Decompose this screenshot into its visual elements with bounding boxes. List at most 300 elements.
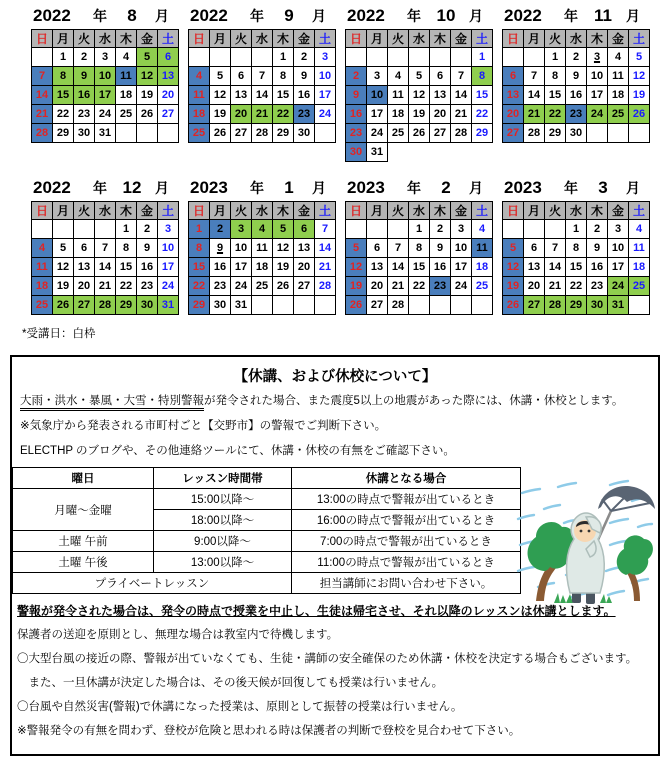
day-cell: 19 — [346, 277, 367, 296]
day-cell: 2 — [346, 67, 367, 86]
day-cell: 24 — [315, 105, 336, 124]
day-cell: 18 — [189, 105, 210, 124]
calendar-table — [502, 201, 650, 315]
calendar-title — [188, 6, 337, 29]
day-cell: 2 — [587, 220, 608, 239]
empty-cell — [608, 124, 629, 143]
calendar-title-part: 年 — [407, 180, 421, 196]
day-cell: 14 — [315, 239, 336, 258]
day-cell: 19 — [273, 258, 294, 277]
day-header: 金 — [137, 30, 158, 48]
day-cell: 24 — [158, 277, 179, 296]
day-cell: 5 — [53, 239, 74, 258]
day-cell: 1 — [472, 48, 493, 67]
day-cell: 6 — [74, 239, 95, 258]
day-cell: 30 — [346, 143, 367, 162]
lesson-table-header: レッスン時間帯 — [154, 468, 292, 489]
day-cell: 13 — [74, 258, 95, 277]
day-cell: 5 — [503, 239, 524, 258]
day-cell: 28 — [524, 124, 545, 143]
day-cell: 14 — [252, 86, 273, 105]
day-cell: 3 — [608, 220, 629, 239]
day-cell: 11 — [388, 86, 409, 105]
day-cell: 3 — [587, 48, 608, 67]
calendar-title-part: 2022 — [504, 6, 542, 25]
attendance-note: *受講日：白枠 — [22, 328, 96, 340]
lesson-table-cell: 月曜～金曜 — [13, 489, 154, 531]
day-cell: 7 — [32, 67, 53, 86]
day-cell: 19 — [137, 86, 158, 105]
day-cell: 26 — [137, 105, 158, 124]
calendar-title — [188, 178, 337, 201]
day-cell: 12 — [273, 239, 294, 258]
calendar-2023-1 — [188, 178, 337, 350]
calendar-title-part: 月 — [312, 8, 326, 24]
empty-cell — [32, 48, 53, 67]
day-cell: 7 — [451, 67, 472, 86]
empty-cell — [545, 220, 566, 239]
day-cell: 3 — [367, 67, 388, 86]
day-cell: 25 — [388, 124, 409, 143]
day-cell: 29 — [545, 124, 566, 143]
day-cell: 23 — [137, 277, 158, 296]
day-cell: 28 — [95, 296, 116, 315]
empty-cell — [524, 220, 545, 239]
empty-cell — [430, 48, 451, 67]
day-cell: 2 — [210, 220, 231, 239]
day-cell: 22 — [566, 277, 587, 296]
lesson-table-header: 曜日 — [13, 468, 154, 489]
day-cell: 10 — [608, 239, 629, 258]
day-cell: 12 — [409, 86, 430, 105]
lesson-table-cell: 土曜 午後 — [13, 552, 154, 573]
day-header: 日 — [503, 30, 524, 48]
day-cell: 21 — [388, 277, 409, 296]
day-cell: 16 — [566, 86, 587, 105]
day-cell: 7 — [524, 67, 545, 86]
day-cell: 16 — [587, 258, 608, 277]
calendar-title-part: 月 — [155, 180, 169, 196]
day-cell: 23 — [430, 277, 451, 296]
day-cell: 1 — [545, 48, 566, 67]
day-cell: 15 — [189, 258, 210, 277]
day-cell: 8 — [409, 239, 430, 258]
day-cell: 30 — [137, 296, 158, 315]
calendar-table — [188, 201, 336, 315]
day-cell: 10 — [451, 239, 472, 258]
lesson-table-cell: 18:00以降～ — [154, 510, 292, 531]
day-cell: 6 — [367, 239, 388, 258]
day-cell: 12 — [346, 258, 367, 277]
day-cell: 16 — [137, 258, 158, 277]
day-cell: 28 — [451, 124, 472, 143]
calendar-title-part: 年 — [564, 180, 578, 196]
day-header: 日 — [32, 30, 53, 48]
day-header: 土 — [629, 30, 650, 48]
day-cell: 27 — [430, 124, 451, 143]
calendar-title-part: 年 — [564, 8, 578, 24]
calendar-title — [502, 178, 651, 201]
day-cell: 20 — [74, 277, 95, 296]
empty-cell — [629, 124, 650, 143]
day-header: 木 — [430, 202, 451, 220]
day-cell: 11 — [189, 86, 210, 105]
day-cell: 29 — [566, 296, 587, 315]
day-cell: 13 — [430, 86, 451, 105]
calendar-title-part: 年 — [93, 8, 107, 24]
day-cell: 16 — [346, 105, 367, 124]
lesson-table-cell: 15:00以降～ — [154, 489, 292, 510]
day-cell: 27 — [231, 124, 252, 143]
day-header: 月 — [210, 30, 231, 48]
calendar-2022-9 — [188, 6, 337, 178]
day-cell: 21 — [32, 105, 53, 124]
day-header: 金 — [608, 202, 629, 220]
day-cell: 19 — [210, 105, 231, 124]
day-cell: 11 — [32, 258, 53, 277]
day-cell: 1 — [189, 220, 210, 239]
day-cell: 7 — [545, 239, 566, 258]
absent-cell — [430, 143, 451, 162]
day-header: 火 — [231, 30, 252, 48]
day-cell: 5 — [137, 48, 158, 67]
day-cell: 16 — [430, 258, 451, 277]
day-cell: 22 — [189, 277, 210, 296]
day-cell: 15 — [273, 86, 294, 105]
day-header: 水 — [252, 202, 273, 220]
day-cell: 27 — [74, 296, 95, 315]
day-cell: 27 — [524, 296, 545, 315]
calendar-title — [31, 178, 180, 201]
day-cell: 31 — [367, 143, 388, 162]
day-cell: 9 — [74, 67, 95, 86]
notice-rule-line: 〇台風や自然災害(警報)で休講になった授業は、原則として振替の授業は行いません。 — [17, 701, 463, 713]
day-cell: 22 — [53, 105, 74, 124]
day-header: 日 — [503, 202, 524, 220]
calendar-title-part: 8 — [127, 6, 137, 25]
lesson-table-cell: 土曜 午前 — [13, 531, 154, 552]
day-cell: 28 — [388, 296, 409, 315]
day-cell: 6 — [524, 239, 545, 258]
day-cell: 20 — [524, 277, 545, 296]
calendar-title-part: 2023 — [347, 178, 385, 197]
day-header: 木 — [273, 30, 294, 48]
day-cell: 18 — [116, 86, 137, 105]
empty-cell — [116, 124, 137, 143]
day-cell: 23 — [587, 277, 608, 296]
day-cell: 12 — [53, 258, 74, 277]
day-header: 木 — [116, 202, 137, 220]
day-cell: 8 — [53, 67, 74, 86]
day-cell: 1 — [116, 220, 137, 239]
empty-cell — [524, 48, 545, 67]
day-cell: 5 — [629, 48, 650, 67]
empty-cell — [346, 220, 367, 239]
day-cell: 29 — [273, 124, 294, 143]
day-cell: 20 — [430, 105, 451, 124]
day-cell: 17 — [451, 258, 472, 277]
day-cell: 27 — [367, 296, 388, 315]
day-cell: 13 — [367, 258, 388, 277]
empty-cell — [388, 48, 409, 67]
day-cell: 26 — [53, 296, 74, 315]
day-cell: 4 — [116, 48, 137, 67]
day-cell: 21 — [95, 277, 116, 296]
lesson-table-cell: 16:00の時点で警報が出ているとき — [292, 510, 521, 531]
day-header: 土 — [315, 30, 336, 48]
day-cell: 31 — [608, 296, 629, 315]
day-cell: 8 — [189, 239, 210, 258]
cancellation-notice-box — [10, 355, 660, 756]
day-cell: 14 — [451, 86, 472, 105]
day-cell: 23 — [566, 105, 587, 124]
calendar-title-part: 2023 — [190, 178, 228, 197]
day-header: 水 — [566, 202, 587, 220]
day-cell: 4 — [608, 48, 629, 67]
day-header: 火 — [545, 202, 566, 220]
day-header: 日 — [346, 202, 367, 220]
notice-title: 【休講、および休校について】 — [233, 369, 437, 385]
day-cell: 10 — [587, 67, 608, 86]
calendar-title — [31, 6, 180, 29]
day-cell: 11 — [629, 239, 650, 258]
day-cell: 3 — [451, 220, 472, 239]
day-cell: 22 — [545, 105, 566, 124]
day-header: 水 — [252, 30, 273, 48]
day-cell: 14 — [545, 258, 566, 277]
lesson-table-cell: 9:00以降～ — [154, 531, 292, 552]
day-cell: 2 — [430, 220, 451, 239]
day-header: 月 — [53, 202, 74, 220]
empty-cell — [294, 296, 315, 315]
day-cell: 3 — [158, 220, 179, 239]
day-cell: 4 — [629, 220, 650, 239]
notice-paragraph-blog: ELECTHP のブログや、その他連絡ツールにて、休講・休校の有無をご確認下さい。 — [20, 445, 455, 457]
day-cell: 8 — [545, 67, 566, 86]
calendar-title-part: 2022 — [190, 6, 228, 25]
day-cell: 6 — [231, 67, 252, 86]
day-cell: 27 — [503, 124, 524, 143]
person-raincoat-icon — [567, 513, 605, 604]
empty-cell — [32, 220, 53, 239]
calendar-2022-8 — [31, 6, 180, 178]
day-cell: 10 — [158, 239, 179, 258]
absent-cell — [388, 143, 409, 162]
empty-cell — [409, 48, 430, 67]
day-cell: 23 — [294, 105, 315, 124]
day-header: 木 — [116, 30, 137, 48]
calendar-grid — [31, 6, 659, 350]
day-cell: 2 — [74, 48, 95, 67]
lesson-table-cell: 13:00以降～ — [154, 552, 292, 573]
day-cell: 20 — [503, 105, 524, 124]
day-cell: 17 — [367, 105, 388, 124]
lesson-cancellation-table — [12, 467, 521, 594]
calendar-title-part: 2022 — [33, 178, 71, 197]
day-cell: 4 — [472, 220, 493, 239]
calendar-title-part: 月 — [626, 8, 640, 24]
day-cell: 28 — [545, 296, 566, 315]
day-header: 木 — [587, 30, 608, 48]
day-cell: 9 — [137, 239, 158, 258]
day-cell: 21 — [252, 105, 273, 124]
day-cell: 25 — [629, 277, 650, 296]
day-header: 火 — [231, 202, 252, 220]
calendar-title-part: 9 — [284, 6, 294, 25]
calendar-title-part: 月 — [469, 8, 483, 24]
day-cell: 13 — [503, 86, 524, 105]
empty-cell — [503, 48, 524, 67]
notice-rule-line: また、一旦休講が決定した場合は、その後天候が回復しても授業は行いません。 — [17, 677, 444, 689]
day-cell: 24 — [608, 277, 629, 296]
day-header: 月 — [210, 202, 231, 220]
empty-cell — [472, 296, 493, 315]
empty-cell — [137, 124, 158, 143]
day-cell: 28 — [252, 124, 273, 143]
calendar-title — [502, 6, 651, 29]
day-header: 土 — [629, 202, 650, 220]
day-cell: 3 — [231, 220, 252, 239]
empty-cell — [95, 220, 116, 239]
empty-cell — [315, 124, 336, 143]
day-cell: 8 — [566, 239, 587, 258]
day-cell: 21 — [524, 105, 545, 124]
notice-notes — [17, 599, 654, 743]
day-header: 水 — [409, 202, 430, 220]
day-cell: 17 — [587, 86, 608, 105]
lesson-table-cell: 11:00の時点で警報が出ているとき — [292, 552, 521, 573]
day-cell: 3 — [315, 48, 336, 67]
day-cell: 19 — [53, 277, 74, 296]
calendar-table — [31, 29, 179, 143]
day-cell: 2 — [566, 48, 587, 67]
day-cell: 6 — [430, 67, 451, 86]
day-cell: 26 — [210, 124, 231, 143]
day-header: 火 — [74, 30, 95, 48]
day-cell: 24 — [95, 105, 116, 124]
day-cell: 25 — [608, 105, 629, 124]
day-cell: 26 — [409, 124, 430, 143]
day-cell: 29 — [472, 124, 493, 143]
day-header: 月 — [524, 30, 545, 48]
empty-cell — [74, 220, 95, 239]
day-header: 土 — [158, 202, 179, 220]
calendar-title-part: 年 — [407, 8, 421, 24]
calendar-title-part: 月 — [155, 8, 169, 24]
day-cell: 18 — [629, 258, 650, 277]
day-cell: 19 — [409, 105, 430, 124]
storm-illustration — [514, 479, 658, 607]
calendar-title-part: 年 — [93, 180, 107, 196]
day-cell: 6 — [503, 67, 524, 86]
lesson-table-cell: 7:00の時点で警報が出ているとき — [292, 531, 521, 552]
day-cell: 24 — [231, 277, 252, 296]
day-cell: 24 — [367, 124, 388, 143]
day-cell: 5 — [346, 239, 367, 258]
day-cell: 25 — [32, 296, 53, 315]
day-cell: 12 — [629, 67, 650, 86]
day-cell: 2 — [137, 220, 158, 239]
empty-cell — [252, 48, 273, 67]
day-cell: 4 — [189, 67, 210, 86]
day-cell: 7 — [388, 239, 409, 258]
day-cell: 23 — [210, 277, 231, 296]
empty-cell — [189, 48, 210, 67]
day-cell: 25 — [252, 277, 273, 296]
calendar-2022-10 — [345, 6, 494, 178]
day-cell: 9 — [346, 86, 367, 105]
day-header: 火 — [545, 30, 566, 48]
notice-rule-line: 警報が発令された場合は、発令の時点で授業を中止し、生徒は帰宅させ、それ以降のレッスンは休講とします。 — [17, 604, 616, 618]
calendar-title — [345, 178, 494, 201]
day-header: 木 — [273, 202, 294, 220]
day-cell: 30 — [294, 124, 315, 143]
day-cell: 14 — [32, 86, 53, 105]
day-header: 水 — [95, 202, 116, 220]
day-header: 金 — [451, 202, 472, 220]
empty-cell — [587, 124, 608, 143]
day-cell: 22 — [409, 277, 430, 296]
day-cell: 28 — [315, 277, 336, 296]
day-cell: 13 — [231, 86, 252, 105]
day-cell: 22 — [472, 105, 493, 124]
day-cell: 15 — [116, 258, 137, 277]
empty-cell — [210, 48, 231, 67]
day-cell: 21 — [315, 258, 336, 277]
empty-cell — [367, 220, 388, 239]
day-cell: 20 — [158, 86, 179, 105]
day-cell: 14 — [524, 86, 545, 105]
day-cell: 30 — [587, 296, 608, 315]
day-header: 土 — [472, 202, 493, 220]
calendar-title-part: 2 — [441, 178, 451, 197]
day-cell: 24 — [451, 277, 472, 296]
day-cell: 13 — [158, 67, 179, 86]
day-header: 月 — [367, 30, 388, 48]
empty-cell — [451, 48, 472, 67]
empty-cell — [53, 220, 74, 239]
day-cell: 8 — [472, 67, 493, 86]
day-cell: 8 — [273, 67, 294, 86]
day-cell: 9 — [566, 67, 587, 86]
day-cell: 26 — [503, 296, 524, 315]
warning-paragraph-rest: が発令された場合、また震度5以上の地震があった際には、休講・休校とします。 — [204, 395, 624, 407]
day-header: 水 — [566, 30, 587, 48]
day-cell: 6 — [294, 220, 315, 239]
day-cell: 17 — [608, 258, 629, 277]
day-header: 木 — [430, 30, 451, 48]
day-cell: 26 — [273, 277, 294, 296]
empty-cell — [346, 48, 367, 67]
calendar-table — [188, 29, 336, 143]
day-cell: 26 — [346, 296, 367, 315]
day-cell: 14 — [388, 258, 409, 277]
empty-cell — [231, 48, 252, 67]
day-cell: 11 — [116, 67, 137, 86]
empty-cell — [388, 220, 409, 239]
day-cell: 17 — [95, 86, 116, 105]
empty-cell — [273, 296, 294, 315]
calendar-table — [345, 201, 493, 315]
day-cell: 15 — [53, 86, 74, 105]
warning-types-underlined: 大雨・洪水・暴風・大雪・特別警報 — [20, 395, 204, 411]
day-header: 金 — [294, 30, 315, 48]
day-cell: 1 — [409, 220, 430, 239]
calendar-title-part: 月 — [469, 180, 483, 196]
day-header: 日 — [346, 30, 367, 48]
day-cell: 31 — [158, 296, 179, 315]
day-header: 金 — [608, 30, 629, 48]
